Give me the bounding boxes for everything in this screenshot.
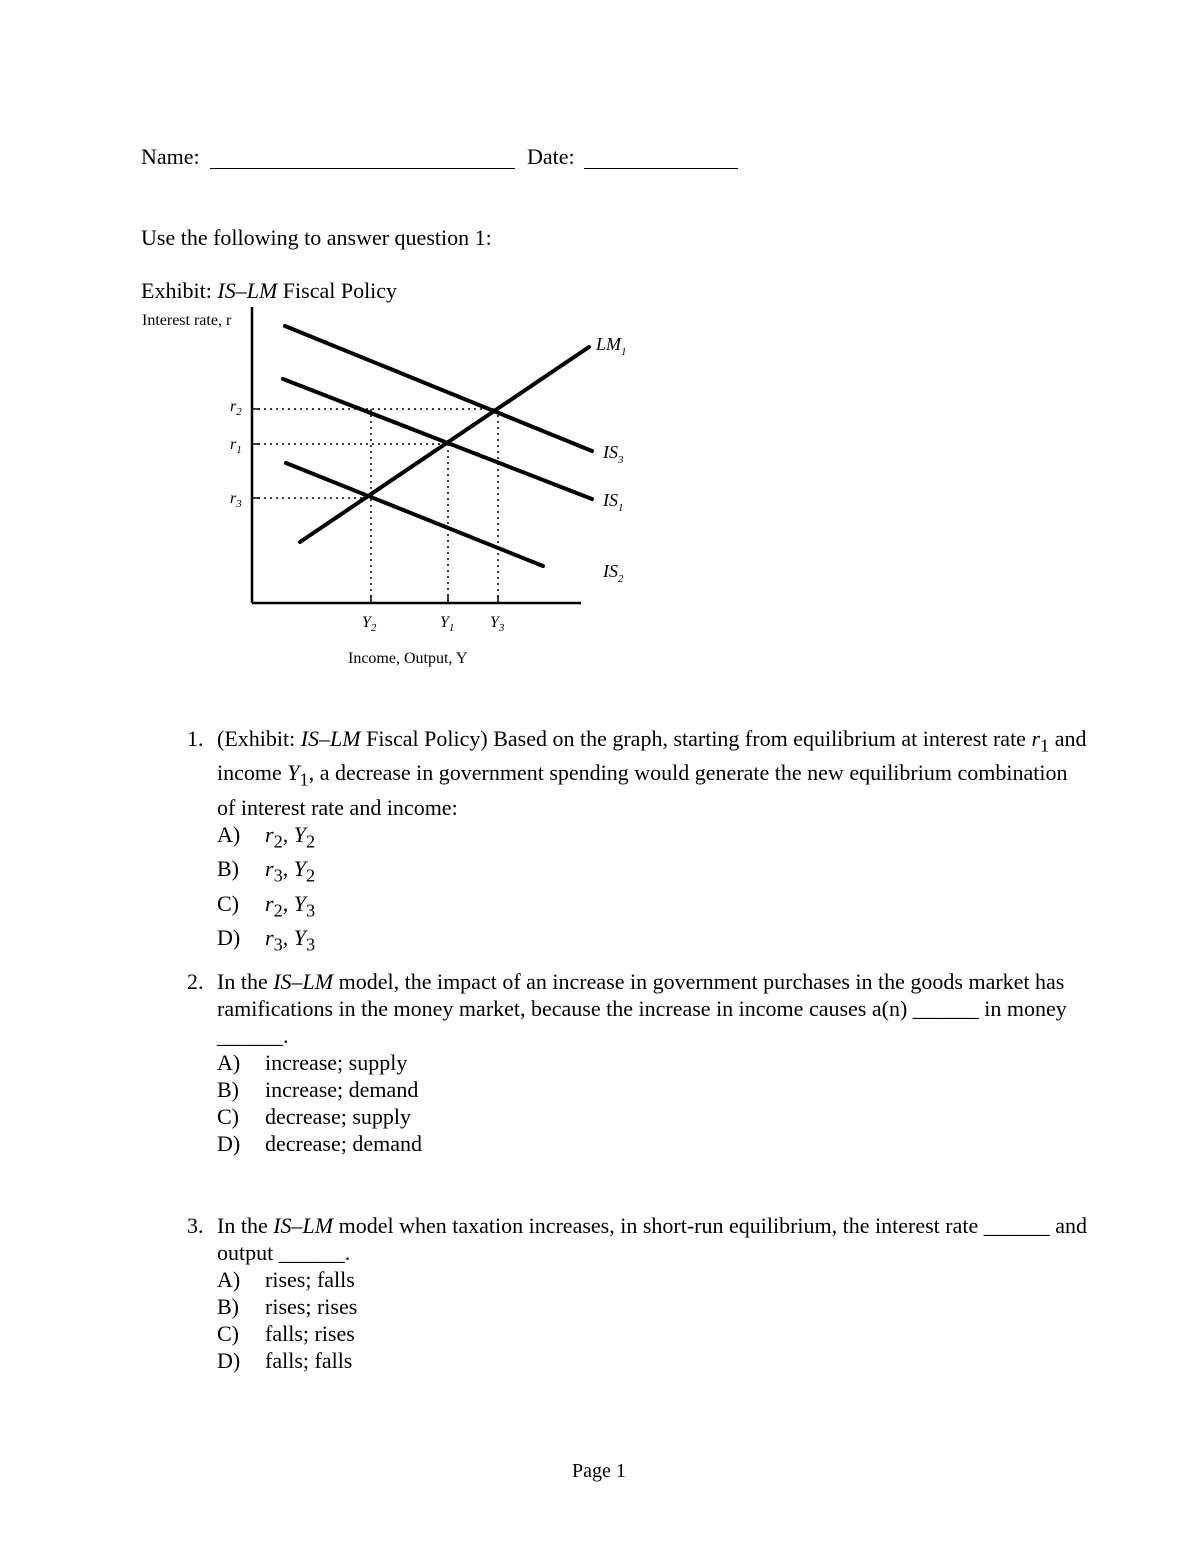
question-text: (Exhibit: IS–LM Fiscal Policy) Based on the graph, starting from equilibrium at interest rate $r_1$ and income $Y_1$, a decrease in government spending would generate the new equilibrium combination of interest rate and income: [217,726,1087,820]
question-text: In the IS–LM model when taxation increases, in short-run equilibrium, the interest rate ______ and output ______. [217,1213,1088,1265]
intro-text: Use the following to answer question 1: [141,225,492,250]
y-axis-label: Interest rate, r [142,312,232,329]
choice-b[interactable]: B) rises; rises [217,1294,358,1319]
is3-curve [285,326,592,451]
page-number: Page 1 [572,1460,626,1482]
question-number: 1. [187,726,204,751]
question-2 [187,968,1087,1157]
label-is1: $IS_1$ [603,490,624,514]
choice-a[interactable]: A) rises; falls [217,1267,355,1292]
choice-c[interactable]: C) falls; rises [217,1321,355,1346]
tick-label-y3: $Y_3$ [490,614,505,634]
tick-label-y2: $Y_2$ [362,614,377,634]
choice-a[interactable]: A) increase; supply [217,1050,408,1075]
tick-label-r1: $r_1$ [230,436,242,456]
tick-label-y1: $Y_1$ [440,614,455,634]
is-lm-chart [140,305,640,675]
date-label: Date: [527,144,575,169]
choice-b[interactable]: B) increase; demand [217,1077,419,1102]
question-number: 2. [187,969,204,994]
date-field[interactable] [584,150,738,169]
choice-c[interactable]: C) decrease; supply [217,1104,411,1129]
choice-d[interactable]: D) falls; falls [217,1348,353,1373]
choice-b[interactable]: B) $r_3$, $Y_2$ [217,856,316,886]
question-text: In the IS–LM model, the impact of an increase in government purchases in the goods market has ramifications in the money market, because the increase in income causes a(n) ______ in money ______. [217,969,1067,1048]
choice-d[interactable]: D) decrease; demand [217,1131,422,1156]
label-is2: $IS_2$ [603,561,624,585]
exhibit-title: Exhibit: IS–LM Fiscal Policy [141,278,398,303]
question-3 [187,1212,1087,1374]
name-field[interactable] [210,150,515,169]
x-axis-label: Income, Output, Y [348,650,468,667]
label-is3: $IS_3$ [603,442,624,466]
question-number: 3. [187,1213,204,1238]
name-label: Name: [141,144,200,169]
is2-curve [286,463,543,566]
tick-label-r2: $r_2$ [230,398,242,418]
tick-label-r3: $r_3$ [230,490,242,510]
choice-c[interactable]: C) $r_2$, $Y_3$ [217,890,316,920]
question-1 [187,725,1087,958]
choice-d[interactable]: D) $r_3$, $Y_3$ [217,924,316,955]
choice-a[interactable]: A) $r_2$, $Y_2$ [217,821,316,852]
label-lm1: $LM_1$ [596,334,627,358]
